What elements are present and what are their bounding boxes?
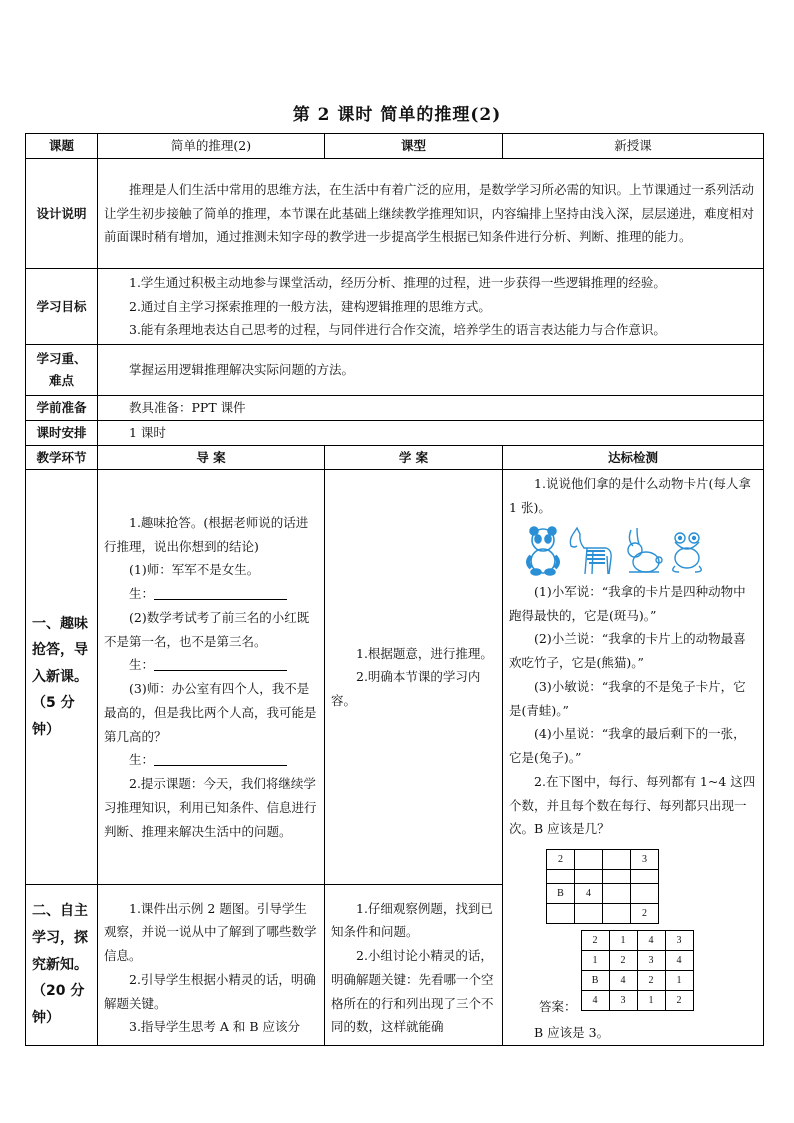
prep-label: 学前准备 [26,396,98,421]
grid-cell [631,870,659,884]
blank-line [154,658,287,671]
grid-cell [575,850,603,870]
check-q1: 1.说说他们拿的是什么动物卡片(每人拿 1 张)。 [509,476,751,515]
study-text: 1.根据题意，进行推理。 [356,645,493,661]
grid-cell: 4 [575,884,603,904]
col-stage: 教学环节 [26,445,98,470]
answer-line: 生： [104,748,318,772]
grid-cell [575,904,603,924]
grid-cell: 3 [609,991,637,1011]
goal-item: 2.通过自主学习探索推理的一般方法，建构逻辑推理的思维方式。 [129,298,491,314]
grid-cell [603,904,631,924]
study-text: 2.明确本节课的学习内容。 [331,669,481,708]
topic-label: 课题 [26,134,98,159]
design-text: 推理是人们生活中常用的思维方法，在生活中有着广泛的应用，是数学学习所必需的知识。上节课通过一系列活动让学生初步接触了简单的推理，本节课在此基础上继续教学推理知识，内容编排上坚持由浅入深，层层递进，难度相对前面课时稍有增加，通过推测未知字母的教学进一步提高学生根据已知条件进行分析、判断、推理的能力。 [104,181,755,245]
grid-cell: 1 [665,971,693,991]
grid-cell: 2 [581,931,609,951]
guide-text: (3)师：办公室有四个人，我不是最高的，但是我比两个人高，我可能是第几高的？ [104,681,317,744]
schedule-row [26,420,764,445]
grid-cell [631,884,659,904]
answer-line: 生： [104,582,318,606]
grid-cell: 3 [665,931,693,951]
check-q1-item: (1)小军说：“我拿的卡片是四种动物中跑得最快的，它是(斑马)。” [509,583,746,623]
design-row [26,159,764,269]
grid-cell [603,884,631,904]
topic-value: 简单的推理(2) [98,134,325,159]
guide-text: 2.提示课题：今天，我们将继续学习推理知识，利用已知条件、信息进行判断、推理来解决生活中的问题。 [104,776,317,839]
check-q2: 2.在下图中，每行、每列都有 1~4 这四个数，并且每个数在每行、每列都只出现一次。B 应该是几？ [509,773,756,837]
guide-text: 1.趣味抢答。(根据老师说的话进行推理，说出你想到的结论) [104,514,309,554]
grid-cell: 4 [609,971,637,991]
grid-cell: 1 [637,991,665,1011]
prep-text: 教具准备：PPT 课件 [129,400,246,415]
answer-line: 生： [104,653,318,677]
grid-cell: 2 [547,850,575,870]
check-q1-item: (3)小敏说：“我拿的不是兔子卡片，它是(青蛙)。” [509,678,746,718]
schedule-text: 1 课时 [129,424,166,440]
grid-cell: 4 [581,991,609,1011]
grid-cell [547,904,575,924]
guide-text: (1)师：军军不是女生。 [129,562,260,578]
question-grid [546,849,659,924]
type-value: 新授课 [503,134,764,159]
frog-icon [667,526,707,576]
animal-cards [523,526,757,576]
grid-cell: B [547,884,575,904]
columns-row [26,445,764,470]
type-label: 课型 [325,134,503,159]
prep-row [26,396,764,421]
key-label-line1: 学习重、 [36,350,87,366]
col-guide: 导 案 [98,445,325,470]
grid-cell: 2 [637,971,665,991]
grid-cell [603,870,631,884]
design-label: 设计说明 [26,159,98,269]
header-row [26,134,764,159]
grid-cell: 1 [609,931,637,951]
answer-text: B 应该是 3。 [534,1025,610,1040]
grid-cell [547,870,575,884]
guide-text: 2.引导学生根据小精灵的话，明确解题关键。 [104,971,316,1011]
answer-label: 答案： [539,999,577,1015]
zebra-icon [567,526,615,576]
grid-cell: 2 [631,904,659,924]
guide-text: 1.课件出示例 2 题图。引导学生观察，并说一说从中了解到了哪些数学信息。 [104,900,317,964]
stage1-name: 一、趣味抢答，导入新课。（5 分钟） [26,470,98,885]
grid-cell: 3 [637,951,665,971]
panda-icon [523,526,563,576]
study-text: 1.仔细观察例题，找到已知条件和问题。 [331,900,493,940]
grid-cell: B [581,971,609,991]
grid-cell: 3 [631,850,659,870]
rabbit-icon [619,526,663,576]
grid-cell: 4 [665,951,693,971]
check-q1-item: (2)小兰说：“我拿的卡片上的动物最喜欢吃竹子，它是(熊猫)。” [509,631,746,670]
grid-cell [575,870,603,884]
guide-text: (2)数学考试考了前三名的小红既不是第一名，也不是第三名。 [104,609,310,649]
col-check: 达标检测 [503,445,764,470]
goal-item: 1.学生通过积极主动地参与课堂活动，经历分析、推理的过程，进一步获得一些逻辑推理的经验。 [129,274,666,290]
key-label-line2: 难点 [48,373,74,388]
goal-item: 3.能有条理地表达自己思考的过程，与同伴进行合作交流，培养学生的语言表达能力与合作意识。 [129,322,666,338]
key-row [26,345,764,396]
check-q1-item: (4)小星说：“我拿的最后剩下的一张，它是(兔子)。” [509,726,746,765]
blank-line [154,587,287,600]
grid-cell [603,850,631,870]
grid-cell: 2 [665,991,693,1011]
goals-label: 学习目标 [26,269,98,345]
stage2-name: 二、自主学习，探究新知。（20 分钟） [26,885,98,1046]
stage1-row [26,470,764,885]
schedule-label: 课时安排 [26,420,98,445]
grid-cell: 1 [581,951,609,971]
blank-line [154,753,287,766]
grid-cell: 4 [637,931,665,951]
goals-row [26,269,764,345]
col-study: 学 案 [325,445,503,470]
key-text: 掌握运用逻辑推理解决实际问题的方法。 [129,362,355,378]
guide-text: 3.指导学生思考 A 和 B 应该分 [129,1019,301,1035]
page-title: 第 2 课时 简单的推理(2) [292,105,502,125]
study-text: 2.小组讨论小精灵的话，明确解题关键：先看哪一个空格所在的行和列出现了三个不同的数，这样就能确 [331,948,494,1035]
grid-cell: 2 [609,951,637,971]
lesson-plan-table [25,133,764,1046]
answer-grid [581,930,694,1011]
